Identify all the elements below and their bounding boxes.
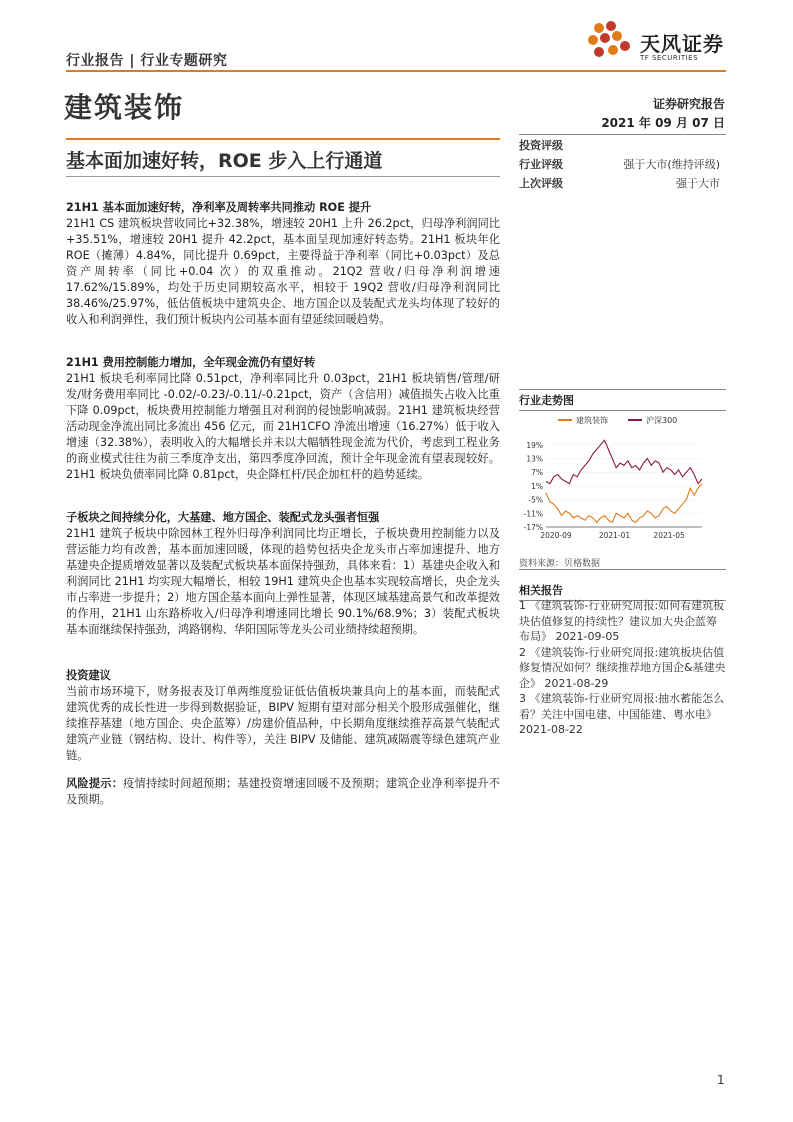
page-number: 1: [717, 1073, 725, 1087]
top-divider: [66, 70, 726, 72]
related-list: [519, 598, 726, 738]
section-text: 当前市场环境下，财务报表及订单两维度验证低估值板块兼具向上的基本面，而装配式建筑优秀的成长性进一步得到数据验证，BIPV 短期有望对部分相关个股形成强催化，继续推荐基建（地方国企、央企蓝筹）/房建价值品种，中长期角度继续推荐高景气装配式建筑产业链（钢结构、设计、构件等），关注 BIPV 及储能、建筑减隔震等绿色建筑产业链。: [66, 685, 500, 762]
section-text: 21H1 CS 建筑板块营收同比+32.38%，增速较 20H1 上升 26.2pct，归母净利润同比+35.51%，增速较 20H1 提升 42.2pct，基本面呈现加速好转态势。21H1 板块年化 ROE（摊薄）4.84%，同比提升 0.69pct，主要得益于净利率（同比+0.03pct）及总资产周转率（同比+0.04 次）的双重推动。21Q2 营收/归母净利润增速 17.62%/15.89%，均处于历史同期较高水平，相较于 19Q2 营收/归母净利润同比 38.46%/25.97%，低估值板块中建筑央企、地方国企以及装配式龙头均体现了较好的收入和利润弹性，我们预计板块内公司基本面有望延续回暖趋势。: [66, 217, 500, 326]
legend-label: 沪深300: [646, 416, 678, 425]
report-date: 2021 年 09 月 07 日: [601, 116, 725, 130]
section-text: 21H1 板块毛利率同比降 0.51pct，净利率同比升 0.03pct，21H1 板块销售/管理/研发/财务费用率同比 -0.02/-0.23/-0.11/-0.21pct，资产（含信用）减值损失占收入比重下降 0.09pct，板块费用控制能力增强且对利润的侵蚀影响减弱。21H1 建筑板块经营活动现金净流出同比多流出 456 亿元，而 21H1CFO 净流出增速（16.27%）低于收入增速（32.38%），表明收入的大幅增长并未以大幅牺牲现金流为代价，考虑到工程业务的商业模式往往为前三季度净支出，第四季度净回流，预计全年现金流有望表现较好。21H1 板块负债率同比降 0.81pct，央企降杠杆/民企加杠杆的趋势延续。: [66, 372, 500, 481]
breadcrumb: 行业报告 | 行业专题研究: [66, 53, 228, 69]
page-title: 建筑装饰: [64, 91, 185, 124]
x-tick-label: 2020-09: [540, 531, 572, 540]
section-fundamentals: [66, 200, 500, 328]
section-risk: [66, 776, 500, 808]
y-tick-label: -11%: [523, 509, 543, 519]
section-heading: 投资建议: [66, 669, 111, 682]
subtitle-divider: [66, 176, 500, 177]
related-heading: 相关报告: [519, 582, 726, 601]
tf-logo-icon: [585, 20, 637, 68]
related-item[interactable]: 3 《建筑装饰-行业研究周报:抽水蓄能怎么看？关注中国电建、中国能建、粤水电》 2021-08-22: [519, 692, 725, 736]
rating-section-label: 投资评级: [519, 139, 563, 152]
rating-row: 上次评级 强于大市: [519, 177, 720, 190]
risk-text: 疫情持续时间超预期；基建投资增速回暖不及预期；建筑企业净利率提升不及预期。: [66, 777, 500, 806]
series-line: [546, 440, 702, 483]
legend-label: 建筑装饰: [576, 416, 608, 425]
chart-source: 资料来源：贝格数据: [519, 559, 601, 569]
y-tick-label: -17%: [523, 523, 543, 532]
rating-row: 行业评级 强于大市(维持评级): [519, 158, 720, 171]
y-tick-label: 19%: [526, 440, 543, 450]
related-item[interactable]: 2 《建筑装饰-行业研究周报:建筑板块估值修复情况如何？继续推荐地方国企&基建央企》 2021-08-29: [519, 645, 726, 690]
section-investment-advice: [66, 668, 500, 764]
y-tick-label: 1%: [531, 481, 543, 491]
title-divider: [66, 138, 500, 140]
industry-trend-chart: [516, 410, 728, 545]
logo-subtext: TF SECURITIES: [640, 54, 699, 62]
risk-label: 风险提示：: [66, 777, 124, 790]
logo-text: 天风证券: [640, 32, 724, 56]
x-tick-label: 2021-01: [598, 531, 631, 540]
section-heading: 子板块之间持续分化，大基建、地方国企、装配式龙头强者恒强: [66, 511, 380, 524]
y-tick-label: 13%: [526, 454, 543, 464]
section-heading: 21H1 基本面加速好转，净利率及周转率共同推动 ROE 提升: [66, 201, 372, 214]
section-cost-control: [66, 355, 500, 483]
section-text: 21H1 建筑子板块中除园林工程外归母净利润同比均正增长，子板块费用控制能力以及营运能力均有改善，基本面加速回暖，体现的趋势包括央企龙头市占率加速提升、地方基建央企提质增效显著以及装配式板块基本面保持强劲，具体来看：1）基建央企收入和利润同比 21H1 均实现大幅增长，相较 19H1 建筑央企也基本实现较高增长，央企龙头市占率进一步提升；2）地方国企基本面向上弹性显著，体现区域基建高景气和改革提效的作用，21H1 山东路桥收入/归母净利增速同比增长 90.1%/68.9%；3）装配式板块基本面继续保持强劲，鸿路钢构、华阳国际等龙头公司业绩持续超预期。: [66, 527, 500, 636]
y-tick-label: 7%: [531, 468, 543, 478]
x-tick-label: 2021-05: [653, 531, 685, 540]
sidebar-divider: [519, 134, 726, 135]
trend-heading: 行业走势图: [519, 389, 726, 411]
series-line: [546, 484, 702, 523]
y-tick-label: -5%: [528, 495, 543, 505]
report-type: 证券研究报告: [652, 97, 725, 111]
report-subtitle: 基本面加速好转，ROE 步入上行通道: [66, 150, 383, 172]
chart-divider: [519, 569, 726, 570]
section-heading: 21H1 费用控制能力增加，全年现金流仍有望好转: [66, 356, 316, 369]
section-subsectors: [66, 510, 500, 638]
related-item[interactable]: 1 《建筑装饰-行业研究周报:如何看建筑板块估值修复的持续性？建议加大央企蓝筹布局》 2021-09-05: [519, 599, 725, 643]
